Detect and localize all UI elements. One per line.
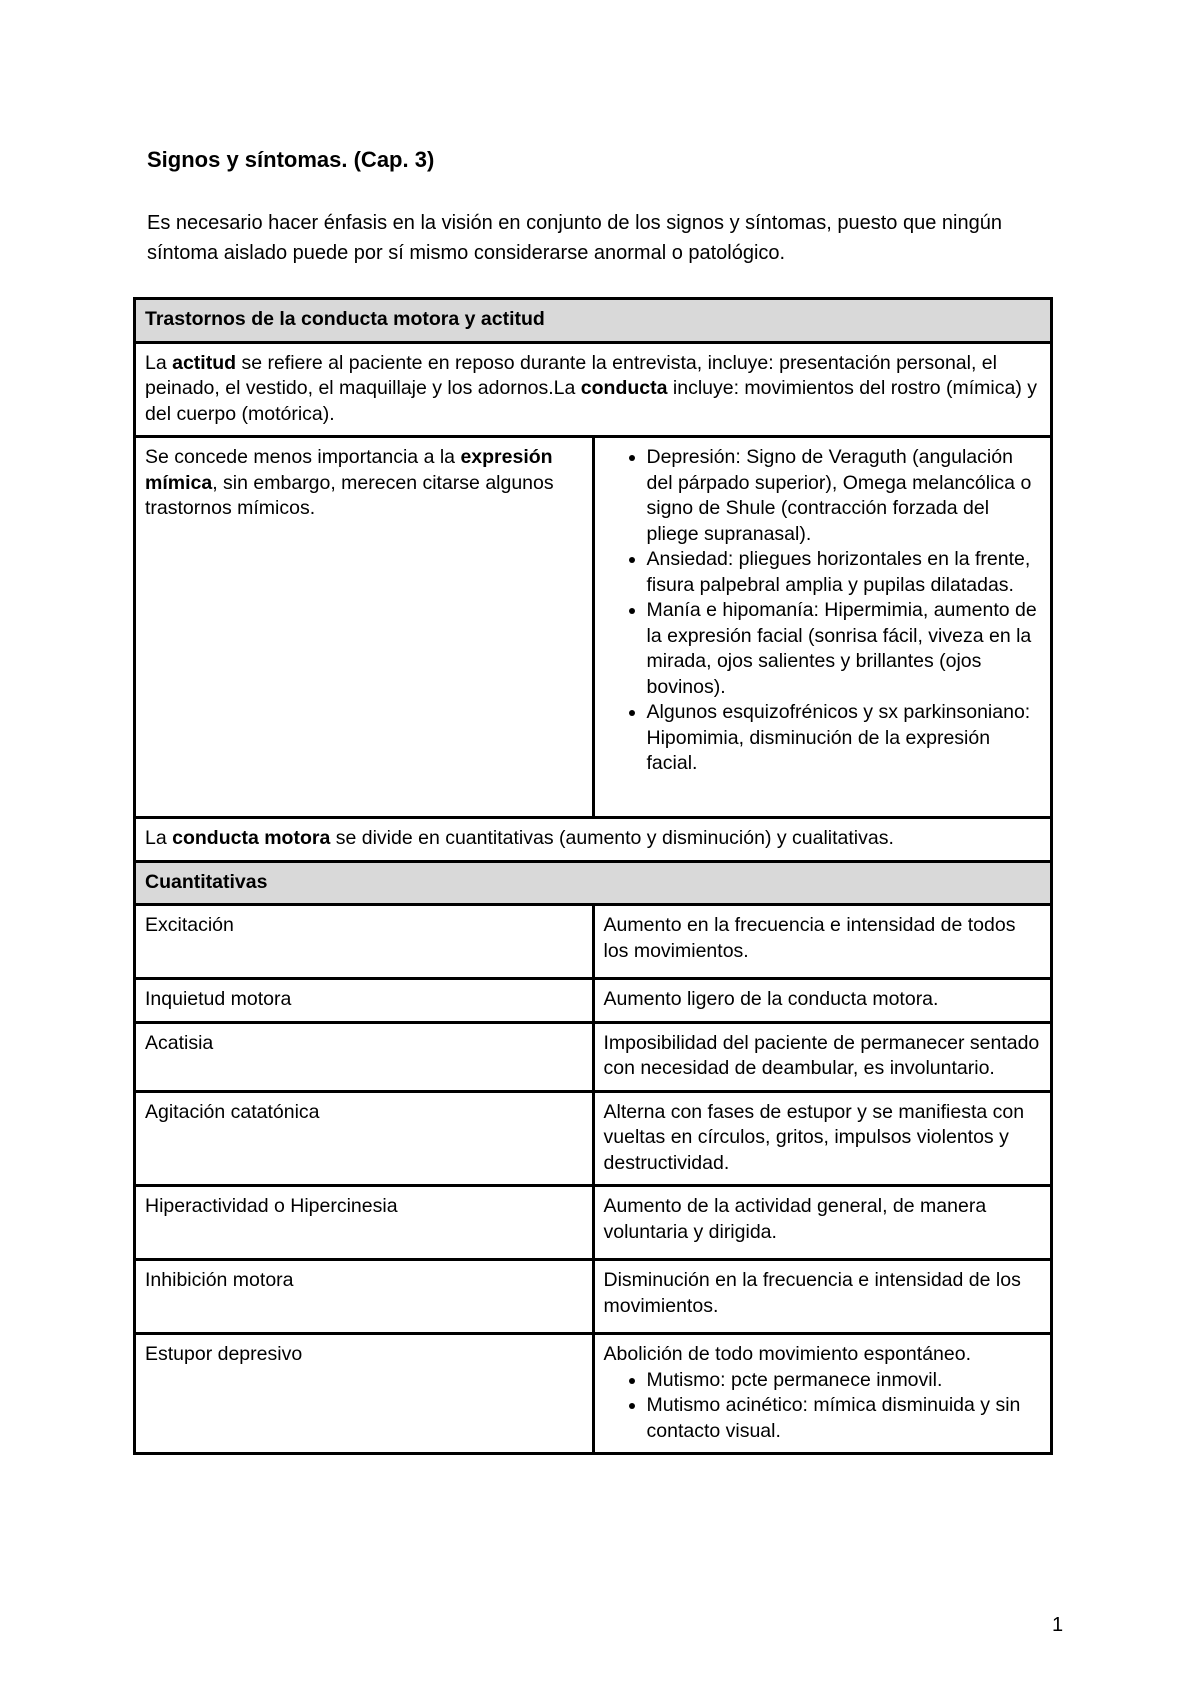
row-term: Acatisia xyxy=(135,1022,594,1091)
motor-conduct-cell xyxy=(135,818,1052,862)
table-row xyxy=(135,1091,1052,1186)
row-term: Estupor depresivo xyxy=(135,1334,594,1454)
table-row xyxy=(135,1334,1052,1454)
mimic-term: expresión mímica xyxy=(145,446,553,494)
quantitative-header: Cuantitativas xyxy=(135,861,1052,905)
attitude-text-1: La xyxy=(145,351,173,374)
table-row xyxy=(135,1022,1052,1091)
motor-text-1: La xyxy=(145,827,173,849)
intro-paragraph: Es necesario hacer énfasis en la visión en conjunto de los signos y síntomas, puesto que ningún síntoma aislado puede por sí mismo considerarse anormal o patológico. xyxy=(147,212,1002,264)
page-title: Signos y síntomas. (Cap. 3) xyxy=(147,147,435,172)
row-description: Aumento en la frecuencia e intensidad de todos los movimientos. xyxy=(593,905,1052,979)
mimic-disorders-list xyxy=(604,445,1042,777)
attitude-text-2: se refiere al paciente en reposo durante la entrevista, incluye: presentación personal, el peinado, el vestido, el maquillaje y los adornos.La xyxy=(145,351,997,399)
stupor-list xyxy=(604,1368,1042,1445)
list-item: • Mutismo acinético: mímica disminuida y sin contacto visual. xyxy=(647,1393,1042,1444)
row-term: Excitación xyxy=(135,905,594,979)
row-term: Inquietud motora xyxy=(135,979,594,1023)
motor-behavior-table xyxy=(133,297,1053,1455)
row-term: Inhibición motora xyxy=(135,1260,594,1334)
row-description: Imposibilidad del paciente de permanecer sentado con necesidad de deambular, es involuntario. xyxy=(593,1022,1052,1091)
list-item: • Manía e hipomanía: Hipermimia, aumento de la expresión facial (sonrisa fácil, viveza en la mirada, ojos salientes y brillantes (ojos bovinos). xyxy=(647,598,1042,700)
table-row xyxy=(135,1260,1052,1334)
list-item: • Ansiedad: pliegues horizontales en la frente, fisura palpebral amplia y pupilas dilatadas. xyxy=(647,547,1042,598)
mimic-text-2: , sin embargo, merecen citarse algunos trastornos mímicos. xyxy=(145,471,554,519)
table-header: Trastornos de la conducta motora y actitud xyxy=(135,299,1052,343)
conduct-term: conducta xyxy=(580,377,668,399)
row-description-text: Abolición de todo movimiento espontáneo. xyxy=(603,1343,971,1365)
attitude-text-3: incluye: movimientos del rostro (mímica) y del cuerpo (motórica). xyxy=(145,377,1037,425)
table-row xyxy=(135,1186,1052,1260)
list-item: • Algunos esquizofrénicos y sx parkinsoniano: Hipomimia, disminución de la expresión facial. xyxy=(647,700,1042,777)
table-row xyxy=(135,905,1052,979)
motor-text-2: se divide en cuantitativas (aumento y disminución) y cualitativas. xyxy=(330,827,894,849)
mimic-expression-cell xyxy=(135,437,594,818)
row-description: Aumento de la actividad general, de manera voluntaria y dirigida. xyxy=(593,1186,1052,1260)
list-item: • Depresión: Signo de Veraguth (angulación del párpado superior), Omega melancólica o signo de Shule (contracción forzada del pliege supranasal). xyxy=(647,445,1042,547)
row-description: Alterna con fases de estupor y se manifiesta con vueltas en círculos, gritos, impulsos violentos y destructividad. xyxy=(593,1091,1052,1186)
attitude-term: actitud xyxy=(172,351,237,374)
page-number: 1 xyxy=(1052,1614,1064,1636)
mimic-text-1: Se concede menos importancia a la xyxy=(145,446,461,468)
list-item: • Mutismo: pcte permanece inmovil. xyxy=(647,1368,1042,1394)
table-row xyxy=(135,979,1052,1023)
motor-term: conducta motora xyxy=(172,827,331,849)
row-term: Agitación catatónica xyxy=(135,1091,594,1186)
row-description xyxy=(593,1334,1052,1454)
attitude-definition-cell xyxy=(135,342,1052,437)
row-description: Disminución en la frecuencia e intensidad de los movimientos. xyxy=(593,1260,1052,1334)
row-term: Hiperactividad o Hipercinesia xyxy=(135,1186,594,1260)
mimic-disorders-cell xyxy=(593,437,1052,818)
row-description: Aumento ligero de la conducta motora. xyxy=(593,979,1052,1023)
